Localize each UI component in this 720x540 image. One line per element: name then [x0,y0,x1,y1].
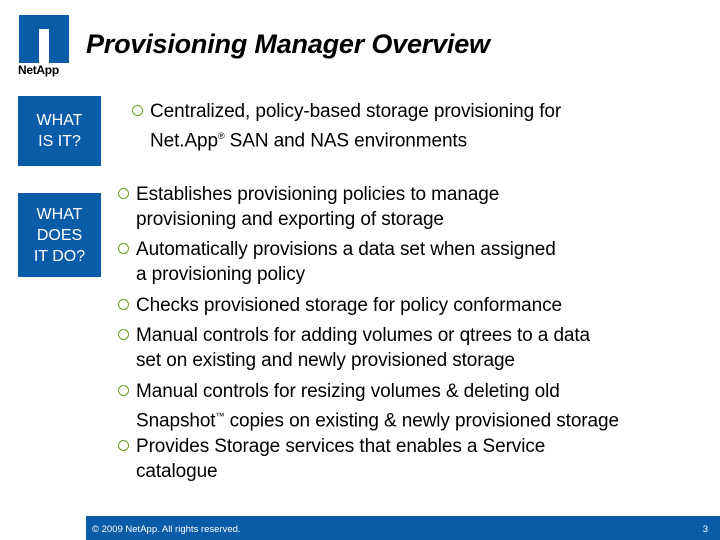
slide-title: Provisioning Manager Overview [86,29,490,59]
bullet-line: Net.App® SAN and NAS environments [150,130,468,152]
netapp-logo-mark [19,15,69,63]
page-number: 3 [702,524,708,535]
bullet-circle-icon [118,329,129,340]
bullet-circle-icon [118,188,129,199]
bullet-line: Snapshot™ copies on existing & newly provisioned storage [136,410,619,432]
what-does-it-do-text: WHAT DOES IT DO? [33,205,86,265]
bullet-circle-icon [132,105,143,116]
bullet-circle-icon [118,299,129,310]
bullet-line: Centralized, policy-based storage provisioning for [150,101,562,122]
bullet-line: Checks provisioned storage for policy conformance [136,295,562,316]
bullet-circle-icon [118,440,129,451]
bullet-line: Manual controls for adding volumes or qtrees to a data [136,325,591,346]
bullet-line: Automatically provisions a data set when assigned [136,239,556,260]
bullet-item [150,99,561,153]
bullet-line: a provisioning policy [136,264,305,285]
bullet-line: Provides Storage services that enables a Service [136,436,546,457]
bullet-line: provisioning and exporting of storage [136,209,444,230]
what-does-it-do-label [18,193,101,277]
bullet-circle-icon [118,243,129,254]
netapp-logo-text: NetApp [18,63,59,77]
bullet-item [136,182,499,232]
bullet-line: Manual controls for resizing volumes & deleting old [136,381,560,402]
bullet-item [136,237,556,287]
what-is-it-text: WHAT IS IT? [36,112,83,150]
copyright: © 2009 NetApp. All rights reserved. [92,524,241,535]
bullet-circle-icon [118,385,129,396]
bullet-item [136,323,590,373]
bullet-line: catalogue [136,461,218,482]
bullet-item [136,379,619,433]
footer-bar [86,516,720,540]
what-is-it-label [18,96,101,166]
bullet-item [136,293,562,318]
bullet-line: set on existing and newly provisioned storage [136,350,515,371]
bullet-line: Establishes provisioning policies to manage [136,184,500,205]
bullet-item [136,434,545,484]
